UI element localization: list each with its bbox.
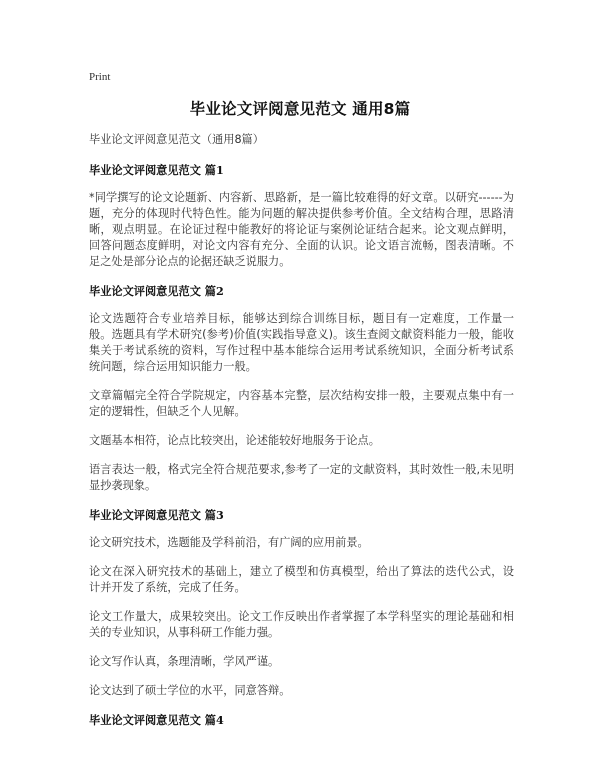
section-heading: 毕业论文评阅意见范文 篇3	[89, 508, 224, 522]
paragraph: 论文在深入研究技术的基础上，建立了模型和仿真模型，给出了算法的迭代公式，设计并开发了系统，完成了任务。	[89, 565, 514, 594]
section-1	[89, 162, 514, 270]
section-heading: 毕业论文评阅意见范文 篇2	[89, 284, 224, 298]
paragraph: 论文写作认真，条理清晰，学风严谨。	[89, 655, 280, 668]
document-title: 毕业论文评阅意见范文 通用8篇	[189, 100, 411, 118]
paragraph: *同学撰写的论文论题新、内容新、思路新，是一篇比较难得的好文章。以研究------为题，充分的体现时代特色性。能为问题的解决提供参考价值。全文结构合理，思路清晰，观点明显。在论证过程中能教好的将论证与案例论证结合起来。论文观点鲜明，回答问题态度鲜明，对论文内容有充分、全面的认识。论文语言流畅，图表清晰。不足之处是部分论点的论据还缺乏说服力。	[89, 191, 514, 268]
section-2	[89, 283, 514, 494]
paragraph: 文章篇幅完全符合学院规定，内容基本完整，层次结构安排一般，主要观点集中有一定的逻辑性，但缺乏个人见解。	[89, 389, 514, 418]
section-heading: 毕业论文评阅意见范文 篇4	[89, 713, 224, 727]
paragraph: 文题基本相符，论点比较突出，论述能较好地服务于论点。	[89, 434, 380, 447]
section-3	[89, 507, 514, 699]
paragraph: 论文达到了硕士学位的水平，同意答辩。	[89, 684, 291, 697]
paragraph: 论文研究技术，选题能及学科前沿，有广阔的应用前景。	[89, 536, 369, 549]
document-subtitle: 毕业论文评阅意见范文（通用8篇）	[89, 133, 264, 146]
document-body	[89, 132, 514, 740]
paragraph: 论文工作量大，成果较突出。论文工作反映出作者掌握了本学科坚实的理论基础和相关的专业知识，从事科研工作能力强。	[89, 610, 514, 639]
paragraph: 论文选题符合专业培养目标，能够达到综合训练目标，题目有一定难度，工作量一般。选题具有学术研究(参考)价值(实践指导意义)。该生查阅文献资料能力一般，能收集关于考试系统的资料，写作过程中基本能综合运用考试系统知识，全面分析考试系统问题，综合运用知识能力一般。	[89, 312, 514, 373]
section-4	[89, 712, 514, 728]
paragraph: 语言表达一般，格式完全符合规范要求,参考了一定的文献资料，其时效性一般,未见明显抄袭现象。	[89, 463, 514, 492]
print-label: Print	[89, 71, 111, 83]
section-heading: 毕业论文评阅意见范文 篇1	[89, 163, 224, 177]
